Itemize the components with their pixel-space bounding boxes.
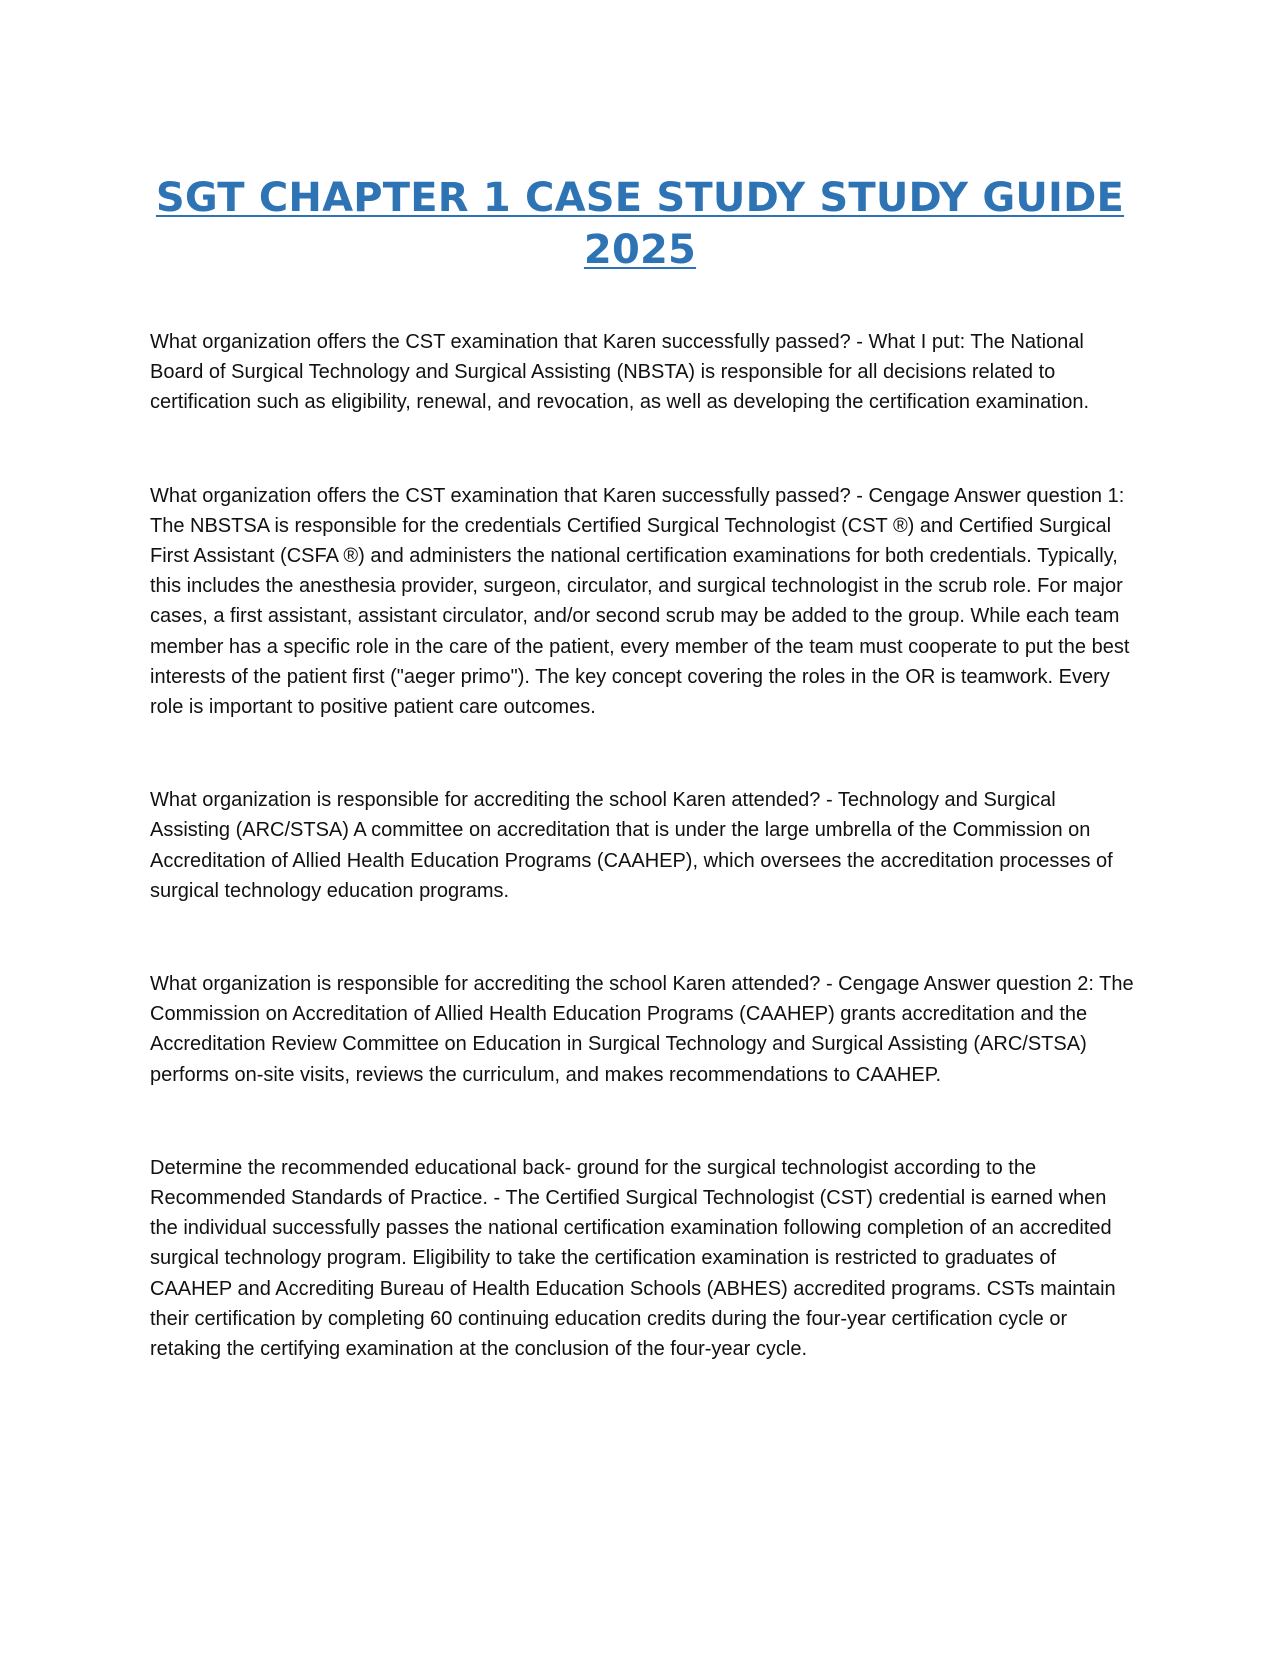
qa-entry-5: Determine the recommended educational back- ground for the surgical technologist according to the Recommended Standards of Practice. - The Certified Surgical Technologist (CST) credential is earned when the individual successfully passes the national certification examination following completion of an accredited surgical technology program. Eligibility to take the certification examination is restricted to graduates of CAAHEP and Accrediting Bureau of Health Education Schools (ABHES) accredited programs. CSTs maintain their certification by completing 60 continuing education credits during the four-year certification cycle or retaking the certifying examination at the conclusion of the four-year cycle. (150, 1156, 1116, 1361)
qa-entry-4: What organization is responsible for accrediting the school Karen attended? - Cengage Answer question 2: The Commission on Accreditation of Allied Health Education Programs (CAAHEP) grants accreditation and the Accreditation Review Committee on Education in Surgical Technology and Surgical Assisting (ARC/STSA) performs on-site visits, reviews the curriculum, and makes recommendations to CAAHEP. (150, 973, 1134, 1086)
document-body (150, 327, 1135, 1364)
qa-entry-3: What organization is responsible for accrediting the school Karen attended? - Technology and Surgical Assisting (ARC/STSA) A committee on accreditation that is under the large umbrella of the Commission on Accreditation of Allied Health Education Programs (CAAHEP), which oversees the accreditation processes of surgical technology education programs. (150, 789, 1113, 902)
qa-entry-2: What organization offers the CST examination that Karen successfully passed? - Cengage Answer question 1: The NBSTSA is responsible for the credentials Certified Surgical Technologist (CST ®) and Certified Surgical First Assistant (CSFA ®) and administers the national certification examinations for both credentials. Typically, this includes the anesthesia provider, surgeon, circulator, and surgical technologist in the scrub role. For major cases, a first assistant, assistant circulator, and/or second scrub may be added to the group. While each team member has a specific role in the care of the patient, every member of the team must cooperate to put the best interests of the patient first ("aeger primo"). The key concept covering the roles in the OR is teamwork. Every role is important to positive patient care outcomes. (150, 484, 1130, 719)
qa-entry-1: What organization offers the CST examination that Karen successfully passed? - What I put: The National Board of Surgical Technology and Surgical Assisting (NBSTA) is responsible for all decisions related to certification such as eligibility, renewal, and revocation, as well as developing the certification examination. (150, 331, 1090, 414)
document-title: SGT CHAPTER 1 CASE STUDY STUDY GUIDE 2025 (155, 175, 1125, 273)
